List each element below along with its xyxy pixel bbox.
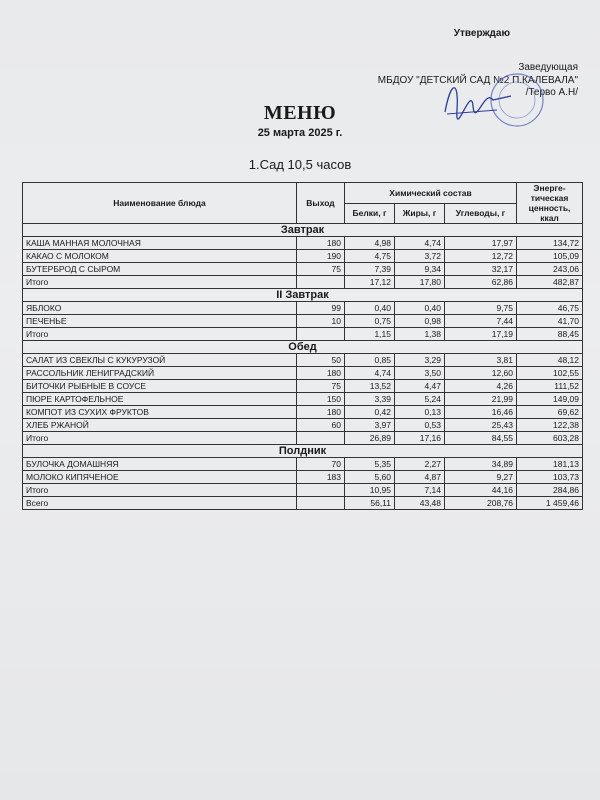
- protein-value: 0,42: [345, 406, 395, 419]
- table-row: [23, 419, 583, 432]
- dish-name: БУТЕРБРОД С СЫРОМ: [23, 263, 297, 276]
- protein-value: 5,60: [345, 471, 395, 484]
- energy-value: 46,75: [517, 302, 583, 315]
- protein-value: 1,15: [345, 328, 395, 341]
- portion-value: [297, 497, 345, 510]
- energy-value: 69,62: [517, 406, 583, 419]
- portion-value: 180: [297, 237, 345, 250]
- fat-value: 0,13: [395, 406, 445, 419]
- col-header-portion: Выход: [297, 183, 345, 224]
- subtotal-label: Итого: [23, 276, 297, 289]
- table-row: [23, 393, 583, 406]
- fat-value: 3,72: [395, 250, 445, 263]
- protein-value: 26,89: [345, 432, 395, 445]
- energy-value: 88,45: [517, 328, 583, 341]
- fat-value: 0,53: [395, 419, 445, 432]
- subtotal-label: Итого: [23, 432, 297, 445]
- fat-value: 0,98: [395, 315, 445, 328]
- section-header-row: [23, 341, 583, 354]
- dish-name: ПЕЧЕНЬЕ: [23, 315, 297, 328]
- portion-value: 190: [297, 250, 345, 263]
- section-header-row: [23, 445, 583, 458]
- protein-value: 5,35: [345, 458, 395, 471]
- grand-total-row: [23, 497, 583, 510]
- section-title: Обед: [23, 341, 583, 354]
- subtotal-label: Итого: [23, 328, 297, 341]
- carbs-value: 208,76: [445, 497, 517, 510]
- carbs-value: 62,86: [445, 276, 517, 289]
- energy-value: 122,38: [517, 419, 583, 432]
- dish-name: КОМПОТ ИЗ СУХИХ ФРУКТОВ: [23, 406, 297, 419]
- section-title: II Завтрак: [23, 289, 583, 302]
- col-header-protein: Белки, г: [345, 203, 395, 224]
- carbs-value: 7,44: [445, 315, 517, 328]
- energy-value: 149,09: [517, 393, 583, 406]
- portion-value: 70: [297, 458, 345, 471]
- protein-value: 3,97: [345, 419, 395, 432]
- table-row: [23, 380, 583, 393]
- portion-value: 60: [297, 419, 345, 432]
- dish-name: БИТОЧКИ РЫБНЫЕ В СОУСЕ: [23, 380, 297, 393]
- dish-name: САЛАТ ИЗ СВЕКЛЫ С КУКУРУЗОЙ: [23, 354, 297, 367]
- energy-value: 284,86: [517, 484, 583, 497]
- protein-value: 4,98: [345, 237, 395, 250]
- energy-value: 603,28: [517, 432, 583, 445]
- carbs-value: 25,43: [445, 419, 517, 432]
- table-row: [23, 354, 583, 367]
- protein-value: 10,95: [345, 484, 395, 497]
- energy-value: 134,72: [517, 237, 583, 250]
- table-row: [23, 406, 583, 419]
- dish-name: ХЛЕБ РЖАНОЙ: [23, 419, 297, 432]
- table-row: [23, 471, 583, 484]
- carbs-value: 21,99: [445, 393, 517, 406]
- protein-value: 13,52: [345, 380, 395, 393]
- energy-value: 48,12: [517, 354, 583, 367]
- fat-value: 4,87: [395, 471, 445, 484]
- head-title: Заведующая: [518, 62, 578, 73]
- portion-value: 99: [297, 302, 345, 315]
- portion-value: [297, 432, 345, 445]
- energy-value: 482,87: [517, 276, 583, 289]
- col-header-carbs: Углеводы, г: [445, 203, 517, 224]
- col-header-fat: Жиры, г: [395, 203, 445, 224]
- protein-value: 3,39: [345, 393, 395, 406]
- fat-value: 7,14: [395, 484, 445, 497]
- protein-value: 56,11: [345, 497, 395, 510]
- portion-value: 10: [297, 315, 345, 328]
- energy-value: 105,09: [517, 250, 583, 263]
- fat-value: 2,27: [395, 458, 445, 471]
- table-row: [23, 237, 583, 250]
- subtotal-row: [23, 484, 583, 497]
- protein-value: 17,12: [345, 276, 395, 289]
- organization-name: МБДОУ "ДЕТСКИЙ САД №2 П.КАЛЕВАЛА": [377, 75, 578, 86]
- protein-value: 7,39: [345, 263, 395, 276]
- energy-value: 1 459,46: [517, 497, 583, 510]
- grand-total-label: Всего: [23, 497, 297, 510]
- energy-value: 181,13: [517, 458, 583, 471]
- menu-date: 25 марта 2025 г.: [257, 127, 343, 139]
- energy-value: 243,06: [517, 263, 583, 276]
- fat-value: 3,50: [395, 367, 445, 380]
- fat-value: 43,48: [395, 497, 445, 510]
- menu-table: [22, 182, 583, 510]
- approve-label: Утверждаю: [453, 28, 510, 39]
- carbs-value: 84,55: [445, 432, 517, 445]
- subtotal-row: [23, 328, 583, 341]
- fat-value: 3,29: [395, 354, 445, 367]
- portion-value: 183: [297, 471, 345, 484]
- protein-value: 0,75: [345, 315, 395, 328]
- col-header-name: Наименование блюда: [23, 183, 297, 224]
- table-row: [23, 250, 583, 263]
- table-row: [23, 263, 583, 276]
- subtotal-row: [23, 432, 583, 445]
- page-title: МЕНЮ: [263, 102, 337, 124]
- fat-value: 17,80: [395, 276, 445, 289]
- table-row: [23, 458, 583, 471]
- portion-value: [297, 276, 345, 289]
- section-title: Полдник: [23, 445, 583, 458]
- carbs-value: 4,26: [445, 380, 517, 393]
- portion-value: 50: [297, 354, 345, 367]
- fat-value: 0,40: [395, 302, 445, 315]
- dish-name: КАША МАННАЯ МОЛОЧНАЯ: [23, 237, 297, 250]
- table-row: [23, 315, 583, 328]
- energy-value: 41,70: [517, 315, 583, 328]
- portion-value: 75: [297, 263, 345, 276]
- carbs-value: 9,27: [445, 471, 517, 484]
- fat-value: 5,24: [395, 393, 445, 406]
- carbs-value: 16,46: [445, 406, 517, 419]
- col-header-chem: Химический состав: [345, 183, 517, 204]
- section-header-row: [23, 224, 583, 237]
- carbs-value: 32,17: [445, 263, 517, 276]
- protein-value: 0,85: [345, 354, 395, 367]
- energy-value: 111,52: [517, 380, 583, 393]
- portion-value: 150: [297, 393, 345, 406]
- fat-value: 4,74: [395, 237, 445, 250]
- table-row: [23, 367, 583, 380]
- carbs-value: 44,16: [445, 484, 517, 497]
- portion-value: [297, 328, 345, 341]
- dish-name: МОЛОКО КИПЯЧЕНОЕ: [23, 471, 297, 484]
- fat-value: 4,47: [395, 380, 445, 393]
- subtotal-row: [23, 276, 583, 289]
- section-header-row: [23, 289, 583, 302]
- section-title: Завтрак: [23, 224, 583, 237]
- energy-value: 102,55: [517, 367, 583, 380]
- dish-name: ПЮРЕ КАРТОФЕЛЬНОЕ: [23, 393, 297, 406]
- carbs-value: 17,97: [445, 237, 517, 250]
- fat-value: 9,34: [395, 263, 445, 276]
- carbs-value: 3,81: [445, 354, 517, 367]
- portion-value: 75: [297, 380, 345, 393]
- subtotal-label: Итого: [23, 484, 297, 497]
- energy-value: 103,73: [517, 471, 583, 484]
- portion-value: 180: [297, 367, 345, 380]
- portion-value: 180: [297, 406, 345, 419]
- dish-name: БУЛОЧКА ДОМАШНЯЯ: [23, 458, 297, 471]
- portion-value: [297, 484, 345, 497]
- protein-value: 4,75: [345, 250, 395, 263]
- dish-name: КАКАО С МОЛОКОМ: [23, 250, 297, 263]
- col-header-energy: Энерге-тическая ценность, ккал: [517, 183, 583, 224]
- carbs-value: 12,72: [445, 250, 517, 263]
- director-name: /Терво А.Н/: [525, 87, 578, 98]
- carbs-value: 9,75: [445, 302, 517, 315]
- dish-name: РАССОЛЬНИК ЛЕНИГРАДСКИЙ: [23, 367, 297, 380]
- fat-value: 17,16: [395, 432, 445, 445]
- carbs-value: 12,60: [445, 367, 517, 380]
- table-row: [23, 302, 583, 315]
- dish-name: ЯБЛОКО: [23, 302, 297, 315]
- carbs-value: 34,89: [445, 458, 517, 471]
- carbs-value: 17,19: [445, 328, 517, 341]
- protein-value: 0,40: [345, 302, 395, 315]
- protein-value: 4,74: [345, 367, 395, 380]
- group-name: 1.Сад 10,5 часов: [248, 157, 352, 172]
- fat-value: 1,38: [395, 328, 445, 341]
